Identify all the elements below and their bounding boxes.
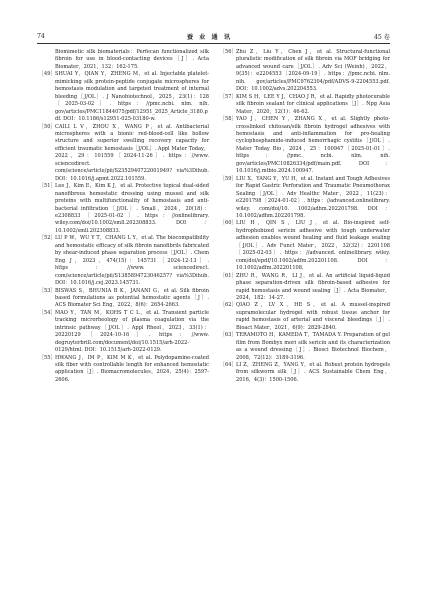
reference-item bbox=[220, 220, 390, 272]
reference-text: TERAMOTO H，KAMEDA T，TAMADA Y. Preparation of gel film from Bombyx mori silk sericin and its characterization as a wound dressing［J］. Biosci Biotechnol Biochem，2008，72(12)：3189-3196. bbox=[236, 332, 390, 361]
reference-item bbox=[220, 116, 390, 176]
reference-text: LI Z，ZHENG Z，YANG Y，et al. Robust protein hydrogels from silkworm silk［J］. ACS Sustainable Chem Eng，2016，4(3)：1500-1506. bbox=[236, 362, 390, 383]
reference-number: ［55］ bbox=[39, 354, 56, 361]
reference-item bbox=[220, 273, 390, 303]
reference-item bbox=[39, 71, 209, 123]
reference-number: ［52］ bbox=[39, 235, 56, 242]
reference-number: ［61］ bbox=[220, 272, 237, 279]
reference-item bbox=[39, 235, 209, 287]
reference-number: ［64］ bbox=[220, 362, 237, 369]
reference-text: Lee J，Kim E，Kim K J，et al. Protective topical dual-sided nanofibrous hemostatic dressing using mussel and silk proteins with multifunctionality of hemostasis and anti-bacterial infiltration［J/OL］. Small，2024，20(18)：e2308833［2025-01-02］. https：//onlinelibrary. wiley.com/doi/10.1002/smll.202308833. DOI：10.1002/smll.202308833. bbox=[55, 183, 209, 234]
reference-number: ［51］ bbox=[39, 183, 56, 190]
reference-number: ［49］ bbox=[39, 71, 56, 78]
reference-item bbox=[39, 310, 209, 355]
header-rule bbox=[37, 43, 390, 44]
reference-text: LIU H，QIN S，LIU J，et al. Bio-inspired self-hydrophobized sericin adhesive with tough underwater adhesion enables wound healing and fluid leakage sealing［J/OL］. Adv Funct Mater，2022，32(32)：2201108［2025-02-03］. https：//advanced. onlinelibrary. wiley. com/doi/epdf/10.1002/adfm.202201108. DOI：10.1002/adfm.202201108. bbox=[236, 220, 390, 272]
reference-text: Zhu Z，Liu Y，Chen J，et al. Structural-functional pluralistic modification of silk fibroin via MOF bridging for advanced wound care［J/OL］. Adv Sci (Weinh)，2022，9(35)：e2204553［2024-09-19］. https：//pmc.ncbi. nlm. nih. gov/articles/PMC9762304/pdf/ADVS-9-2204553.pdf. DOI：10.1002/advs.202204553. bbox=[236, 49, 390, 93]
reference-item bbox=[220, 302, 390, 332]
reference-item bbox=[39, 288, 209, 310]
reference-text: YAO J，CHEN Y，ZHANG X，et al. Slightly photo-crosslinked chitosan/silk fibroin hydrogel adhesives with hemostasis and anti-inflammation for pro-healing cyclophosphamide-induced hemorrhagic cystitis［J/OL］. Mater Today Bio，2024，25：100947［2025-01-01］. https：//pmc. ncbi. nlm. nih. gov/articles/PMC10826334/pdf/main.pdf. DOI：10.1016/j.mtbio.2024.100947. bbox=[236, 116, 390, 175]
reference-text: ZHU R，WANG R，LI J，et al. An artificial liquid-liquid phase separation-driven silk fibroin-based adhesive for rapid hemostasis and wound sealing［J］. Acta Biomater，2024，182：14-27. bbox=[236, 272, 390, 301]
reference-item bbox=[220, 94, 390, 116]
reference-item bbox=[39, 183, 209, 235]
volume-label: 45 卷 bbox=[373, 33, 390, 41]
reference-column-right bbox=[220, 49, 390, 384]
reference-item bbox=[220, 332, 390, 362]
reference-text: KIM S H，LEE Y J，CHAO J R，et al. Rapidly photocurable silk fibroin sealant for clinical applications［J］. Npg Asia Mater，2020，12(1)：46-62. bbox=[236, 93, 390, 115]
reference-number: ［50］ bbox=[39, 123, 56, 130]
reference-text: SHUAI Y，QIAN Y，ZHENG M，et al. Injectable platelet-mimicking silk protein-peptide conjugate microspheres for hemostasis modulation and targeted treatment of internal bleeding［J/OL］. J Nanobiotechnol，2025，23(1)：128［2025-03-02］. https：//pmc.ncbi. nlm. nih. gov/articles/PMC11844075/pdf/12951_2025_Article_3180.pdf. DOI：10.1186/s12951-025-03180-w. bbox=[55, 71, 209, 123]
running-header bbox=[37, 30, 390, 42]
reference-number: ［60］ bbox=[220, 220, 237, 227]
reference-text: BISWAS S，BHUNIA B K，JANANI G，et al. Silk fibroin based formulations as potential hemostatic agents［J］. ACS Biomater Sci Eng，2022，8(6)：2654-2663. bbox=[55, 287, 209, 309]
reference-number: ［62］ bbox=[220, 302, 237, 309]
reference-column-left bbox=[39, 49, 209, 384]
reference-text: Biomimetic silk biomaterials：Perfecan functionalized silk fibroin for use in blood-contacting devices［J］. Acta Biomater，2021，132：162-175. bbox=[55, 49, 209, 70]
reference-number: ［58］ bbox=[220, 116, 237, 123]
reference-text: LIU X，YANG Y，YU H，et al. Instant and Tough Adhesives for Rapid Gastric Perforation and Traumatic Pneumothorax Sealing［J/OL］. Adv Healthc Mater，2022，11(23)：e2201798［2024-01-02］. https：//advanced.onlinelibrary. wiley. com/doi/10. 1002/adhm.202201798. DOI：10.1002/adhm.202201798. bbox=[236, 175, 390, 219]
reference-item bbox=[39, 124, 209, 184]
reference-item bbox=[39, 355, 209, 385]
reference-text: MAO Y，TAN M，KOHS T C L，et al. Transient particle tracking microrheology of plasma coagulation via the intrinsic pathway［J/OL］. Appl Rheol，2023，33(1)：20220129［2024-10-16］. https：//www. degruyterbrill.com/document/doi/10.1515/arh-2022-0129/html. DOI：10.1515/arh-2022-0129. bbox=[55, 309, 209, 354]
reference-number: ［59］ bbox=[220, 175, 237, 182]
journal-title: 蚕 业 通 讯 bbox=[186, 33, 233, 41]
reference-number: ［57］ bbox=[220, 93, 237, 100]
reference-item bbox=[220, 362, 390, 384]
reference-item bbox=[220, 49, 390, 94]
reference-text: LU P W，WU Y T，CHANG L Y，et al. The biocompatibility and hemostatic efficacy of silk fibroin nanofibrils fabricated by shear-induced phase separation process［J/OL］. Chem Eng J，2023，474(15)：145731［2024-12-13］. https：//www. sciencedirect. com/science/article/pii/S1385894723046257? via%3Dihub. DOI：10.1016/j.cej.2023.145731. bbox=[55, 235, 209, 287]
reference-item bbox=[39, 49, 209, 71]
reference-text: HWANG J，IM P，KIM M K，et al. Polydopamine-coated silk fiber with controllable length for enhanced hemostatic application［J］. Biomacromolecules，2024，25(4)：2597-2606. bbox=[55, 354, 209, 383]
reference-text: QIAO Z，LV X，HE S，et al. A mussel-inspired supramolecular hydrogel with robust tissue anchor for rapid hemostasis of arterial and visceral bleedings［J］. Bioact Mater，2021，6(9)：2829-2840. bbox=[236, 302, 390, 331]
page-number: 74 bbox=[37, 32, 45, 40]
reference-text: CAILI L V，ZHOU X，WANG P，et al. Antibacterial microspheres with a bionic red-blood-cell like hollow structure and superior swelling recovery capacity for efficient traumatic hemostasis［J/OL］. Appl Mater Today，2022，29：101559［2024-11-26］. https：//www. sciencedirect. com/science/article/pii/S2352940722001949? via%3Dihub. DOI：10.1016/j.apmt.2022.101559. bbox=[55, 123, 209, 182]
reference-number: ［54］ bbox=[39, 309, 56, 316]
reference-number: ［56］ bbox=[220, 49, 237, 55]
reference-number: ［63］ bbox=[220, 332, 237, 339]
reference-number: ［53］ bbox=[39, 287, 56, 294]
reference-item bbox=[220, 176, 390, 221]
